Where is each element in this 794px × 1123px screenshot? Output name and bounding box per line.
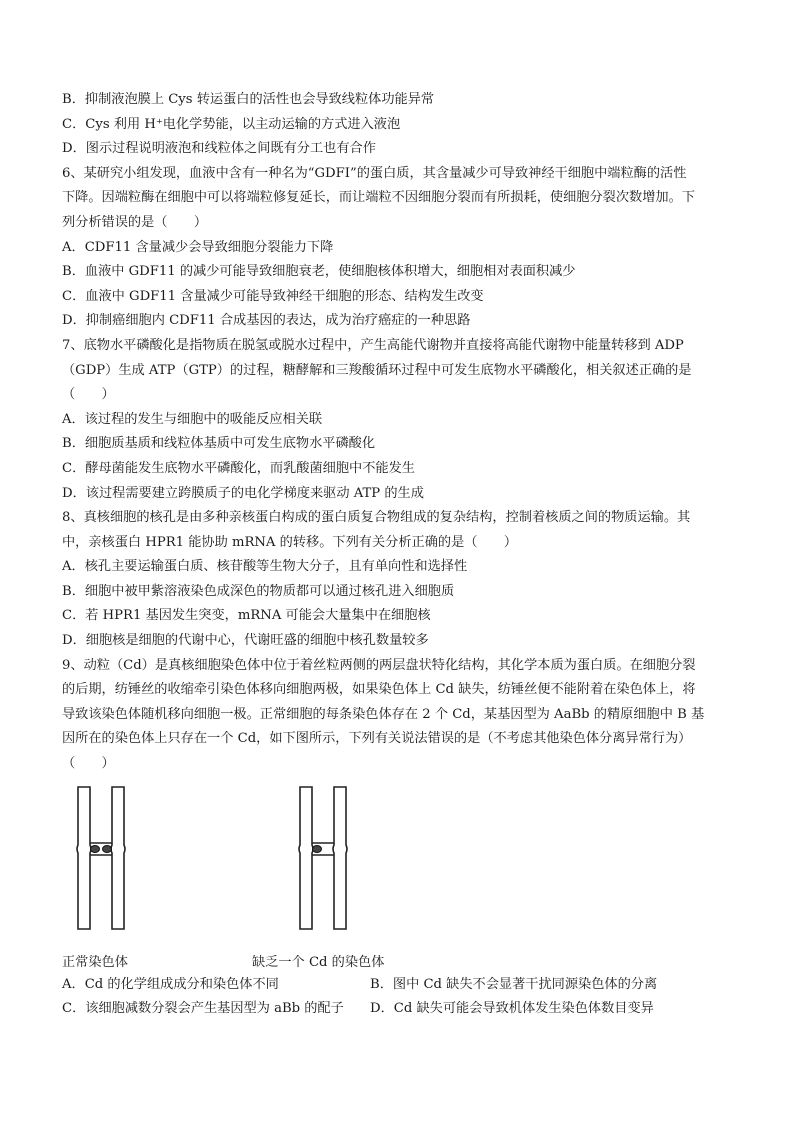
- caption-missing-cd-chromosome: 缺乏一个 Cd 的染色体: [252, 954, 385, 970]
- q5-option-d: D．图示过程说明液泡和线粒体之间既有分工也有合作: [62, 141, 376, 157]
- q9-stem-line-2: 的后期，纺锤丝的收缩牵引染色体移向细胞两极，如果染色体上 Cd 缺失，纺锤丝便不能附着在染色体上，将: [62, 682, 696, 698]
- q7-stem-line-2: （GDP）生成 ATP（GTP）的过程，糖酵解和三羧酸循环过程中可发生底物水平磷酸化，相关叙述正确的是: [62, 362, 692, 378]
- q6-stem-line-1: 6、某研究小组发现，血液中含有一种名为“GDFI”的蛋白质，其含量减少可导致神经干细胞中端粒酶的活性: [62, 165, 687, 181]
- q7-option-c: C．酵母菌能发生底物水平磷酸化，而乳酸菌细胞中不能发生: [62, 460, 415, 476]
- q5-option-b: B．抑制液泡膜上 Cys 转运蛋白的活性也会导致线粒体功能异常: [62, 92, 435, 107]
- q5-option-c: C．Cys 利用 H⁺电化学势能，以主动运输的方式进入液泡: [62, 116, 401, 132]
- q9-option-d: D．Cd 缺失可能会导致机体发生染色体数目变异: [370, 1001, 654, 1017]
- q9-stem-line-1: 9、动粒（Cd）是真核细胞染色体中位于着丝粒两侧的两层盘状特化结构，其化学本质为蛋白质。在细胞分裂: [62, 657, 696, 673]
- exam-page: [62, 88, 738, 1022]
- q6-option-a: A．CDF11 含量减少会导致细胞分裂能力下降: [62, 239, 334, 255]
- q7-stem-line-1: 7、底物水平磷酸化是指物质在脱氢或脱水过程中，产生高能代谢物并直接将高能代谢物中能量转移到 ADP: [62, 337, 684, 353]
- q9-options-row-1: [62, 973, 738, 998]
- missing-cd-chromosome-diagram: [296, 783, 350, 933]
- q9-option-c: C．该细胞减数分裂会产生基因型为 aBb 的配子: [62, 1001, 344, 1017]
- q9-stem-line-3: 导致该染色体随机移向细胞一极。正常细胞的每条染色体存在 2 个 Cd，某基因型为 AaBb 的精原细胞中 B 基: [62, 706, 705, 722]
- q8-option-a: A．核孔主要运输蛋白质、核苷酸等生物大分子，且有单向性和选择性: [62, 559, 468, 575]
- q8-option-c: C．若 HPR1 基因发生突变，mRNA 可能会大量集中在细胞核: [62, 608, 431, 624]
- q9-option-b: B．图中 Cd 缺失不会显著干扰同源染色体的分离: [370, 976, 658, 992]
- q6-option-b: B．血液中 GDF11 的减少可能导致细胞衰老，使细胞核体积增大，细胞相对表面积减少: [62, 264, 576, 280]
- q6-stem-line-2: 下降。因端粒酶在细胞中可以将端粒修复延长，而让端粒不因细胞分裂而有所损耗，使细胞分裂次数增加。下: [62, 190, 695, 206]
- q8-option-d: D．细胞核是细胞的代谢中心，代谢旺盛的细胞中核孔数量较多: [62, 633, 429, 649]
- q6-stem-line-3: 列分析错误的是（ ）: [62, 214, 208, 230]
- q7-option-a: A．该过程的发生与细胞中的吸能反应相关联: [62, 411, 323, 427]
- chromosome-figure: [62, 783, 738, 973]
- q8-stem-line-2: 中，亲核蛋白 HPR1 能协助 mRNA 的转移。下列有关分析正确的是（ ）: [62, 534, 518, 550]
- q8-stem-line-1: 8、真核细胞的核孔是由多种亲核蛋白构成的蛋白质复合物组成的复杂结构，控制着核质之间的物质运输。其: [62, 510, 691, 526]
- normal-chromosome-diagram: [74, 783, 128, 933]
- q8-option-b: B．细胞中被甲紫溶液染色成深色的物质都可以通过核孔进入细胞质: [62, 583, 455, 599]
- q6-option-d: D．抑制癌细胞内 CDF11 合成基因的表达，成为治疗癌症的一种思路: [62, 313, 471, 329]
- q9-stem-line-4: 因所在的染色体上只存在一个 Cd，如下图所示，下列有关说法错误的是（不考虑其他染色体分离异常行为）: [62, 731, 692, 747]
- q7-stem-line-3: （ ）: [62, 387, 115, 403]
- q9-stem-line-5: （ ）: [62, 756, 115, 772]
- caption-normal-chromosome: 正常染色体: [62, 954, 128, 970]
- q7-option-b: B．细胞质基质和线粒体基质中可发生底物水平磷酸化: [62, 436, 376, 452]
- q9-option-a: A．Cd 的化学组成成分和染色体不同: [62, 976, 279, 992]
- q6-option-c: C．血液中 GDF11 含量减少可能导致神经干细胞的形态、结构发生改变: [62, 288, 484, 304]
- q9-options-row-2: [62, 997, 738, 1022]
- q7-option-d: D．该过程需要建立跨膜质子的电化学梯度来驱动 ATP 的生成: [62, 485, 424, 501]
